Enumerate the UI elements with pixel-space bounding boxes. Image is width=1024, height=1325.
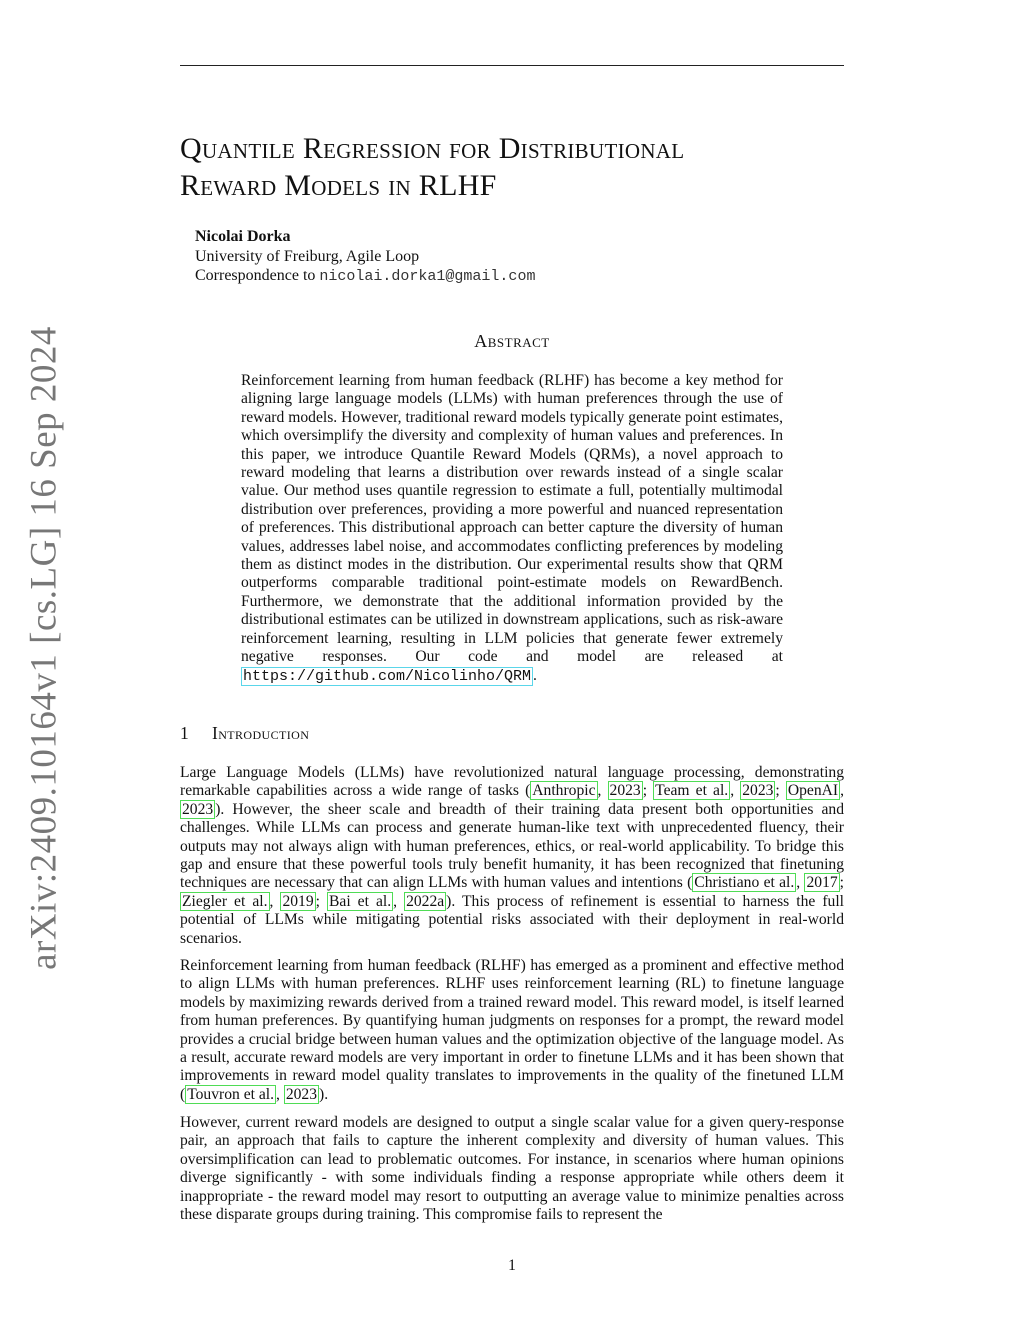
citation-separator: ; <box>775 782 786 800</box>
paragraph-text: ). <box>319 1085 329 1103</box>
citation-link[interactable]: OpenAI <box>787 782 839 800</box>
intro-paragraph-3 <box>180 1114 844 1224</box>
title-top-rule <box>180 65 844 66</box>
citation-link[interactable]: Anthropic <box>532 782 596 800</box>
intro-paragraph-2 <box>180 957 844 1104</box>
citation-separator: ; <box>642 782 654 800</box>
citation-separator: ; <box>839 874 845 892</box>
citation-separator: , <box>276 1085 284 1103</box>
author-email[interactable]: nicolai.dorka1@gmail.com <box>319 268 536 285</box>
paragraph-text: ). This process of refinement is essential to harness the full potential of LLMs while mitigating potential risks associated with their deployment in real-world scenarios. <box>180 892 845 947</box>
section-title: Introduction <box>212 723 310 743</box>
correspondence-label: Correspondence to <box>195 267 316 284</box>
citation-separator: , <box>796 874 805 892</box>
citation-link[interactable]: Touvron et al. <box>187 1085 275 1103</box>
arxiv-identifier-stamp: arXiv:2409.10164v1 [cs.LG] 16 Sep 2024 <box>23 326 65 970</box>
citation-separator: , <box>730 782 741 800</box>
citation-link[interactable]: 2017 <box>806 874 838 892</box>
paragraph-text: Reinforcement learning from human feedback (RLHF) has emerged as a prominent and effective method to align LLMs with human preferences. RLHF uses reinforcement learning (RL) to finetune language models by maximizing rewards derived from a trained reward model. This reward model, is itself learned from human preferences. By quantifying human judgments on responses for a prompt, the reward model provides a crucial bridge between human values and the optimization objective of the language model. As a result, accurate reward models are very important in order to finetune LLMs and it has been shown that improvements in reward model quality translates to improvements in the quality of the finetuned LLM ( <box>180 957 844 1103</box>
page-number: 1 <box>508 1257 516 1274</box>
citation-link[interactable]: Ziegler et al. <box>182 892 268 910</box>
paragraph-text: However, current reward models are designed to output a single scalar value for a given query-response pair, an approach that fails to capture the inherent complexity and diversity of human values. This oversimplification can lead to problematic outcomes. For instance, in scenarios where human opinions diverge significantly - with some individuals finding a response appropriate while others deem it inappropriate - the reward model may resort to outputting an average value to minimize penalties across these disparate groups during training. This compromise fails to represent the <box>180 1114 844 1224</box>
author-correspondence <box>195 266 535 287</box>
intro-paragraph-1 <box>180 764 844 948</box>
citation-separator: , <box>269 892 281 910</box>
citation-link[interactable]: Team et al. <box>655 782 729 800</box>
abstract-body <box>241 372 783 686</box>
code-repo-link[interactable]: https://github.com/Nicolinho/QRM <box>243 667 532 685</box>
abstract-heading-text: Abstract <box>474 331 550 351</box>
citation-link[interactable]: Christiano et al. <box>694 874 795 892</box>
citation-separator: , <box>393 892 405 910</box>
paragraph-text: Large Language Models (LLMs) have revolutionized natural language processing, demonstrating remarkable capabilities across a wide range of tasks ( <box>180 764 844 800</box>
abstract-text: Reinforcement learning from human feedback (RLHF) has become a key method for aligning large language models (LLMs) with human preferences through the use of reward models. However, traditional reward models typically generate point estimates, which oversimplify the diversity and complexity of human values and preferences. In this paper, we introduce Quantile Reward Models (QRMs), a novel approach to reward modeling that learns a distribution over rewards instead of a single scalar value. Our method uses quantile regression to estimate a full, potentially multimodal distribution over preferences, providing a more powerful and nuanced representation of preferences. This distributional approach can better capture the diversity of human values, addresses label noise, and accommodates conflicting preferences by modeling them as distinct modes in the distribution. Our experimental results show that QRM outperforms comparable traditional point-estimate models on RewardBench. Furthermore, we demonstrate that the additional information provided by the distributional estimates can be utilized in downstream applications, such as risk-aware reinforcement learning, resulting in LLM policies that generate fewer extremely negative responses. Our code and model are released at <box>241 372 783 666</box>
citation-link[interactable]: 2023 <box>182 800 214 818</box>
section-heading-introduction <box>180 723 309 744</box>
abstract-heading <box>0 331 1024 352</box>
section-number: 1 <box>180 723 190 743</box>
citation-link[interactable]: 2019 <box>282 892 314 910</box>
citation-link[interactable]: 2022a <box>406 892 445 910</box>
citation-link[interactable]: Bai et al. <box>329 892 392 910</box>
author-name: Nicolai Dorka <box>195 228 291 245</box>
title-line-2: Reward Models in RLHF <box>180 169 497 202</box>
citation-link[interactable]: 2023 <box>285 1085 318 1103</box>
citation-separator: , <box>840 782 844 800</box>
citation-link[interactable]: 2023 <box>742 782 774 800</box>
citation-separator: , <box>597 782 608 800</box>
citation-separator: ; <box>315 892 327 910</box>
abstract-end: . <box>533 666 537 684</box>
author-affiliation: University of Freiburg, Agile Loop <box>195 247 420 265</box>
title-line-1: Quantile Regression for Distributional <box>180 132 685 165</box>
paper-title <box>180 130 844 204</box>
paragraph-text: ). However, the sheer scale and breadth of their training data present both opportunities and challenges. While LLMs can process and generate human-like text with unprecedented fluency, their outputs may not always align with human preferences, ethics, or real-world applicability. To bridge this gap and ensure that these powerful tools truly benefit humanity, it has been recognized that finetuning techniques are necessary that can align LLMs with human values and intentions ( <box>180 800 844 892</box>
author-block <box>195 227 535 287</box>
citation-link[interactable]: 2023 <box>609 782 641 800</box>
